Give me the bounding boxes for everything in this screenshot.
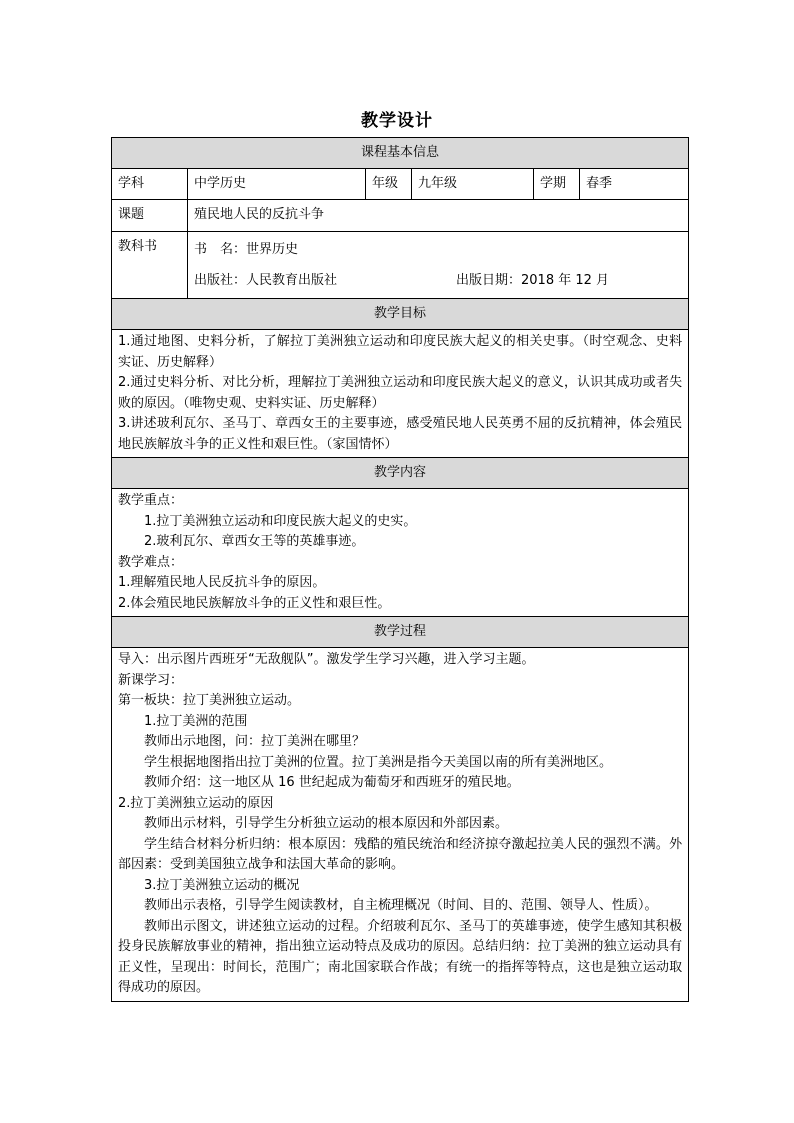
section-header-content (112, 458, 689, 489)
process-intro: 导入：出示图片西班牙“无敌舰队”。激发学生学习兴趣，进入学习主题。 (118, 652, 535, 667)
key-point-item: 1.拉丁美洲独立运动和印度民族大起义的史实。 (144, 513, 417, 529)
row-process (112, 648, 689, 1002)
row-topic (112, 200, 689, 232)
textbook-info (188, 232, 689, 299)
section-header-objectives (112, 299, 689, 330)
section-title-basic-info: 课程基本信息 (112, 138, 689, 169)
publish-date: 出版日期：2018 年 12 月 (456, 273, 610, 288)
difficulties-label: 教学难点： (118, 554, 184, 570)
topic-value: 殖民地人民的反抗斗争 (188, 200, 689, 232)
section-title-process: 教学过程 (112, 617, 689, 648)
process-paragraph: 学生结合材料分析归纳：根本原因：残酷的殖民统治和经济掠夺激起拉美人民的强烈不满。外部因素：受到美国独立战争和法国大革命的影响。 (118, 836, 683, 872)
objective-item: 3.讲述玻利瓦尔、圣马丁、章西女王的主要事迹，感受殖民地人民英勇不屈的反抗精神，体会殖民地民族解放斗争的正义性和艰巨性。（家国情怀） (118, 416, 683, 452)
process-subtitle: 2.拉丁美洲独立运动的原因 (118, 795, 274, 811)
term-label: 学期 (534, 169, 580, 200)
objective-item: 1.通过地图、史料分析，了解拉丁美洲独立运动和印度民族大起义的相关史事。（时空观念、史料实证、历史解释） (118, 334, 683, 370)
term-value: 春季 (580, 169, 689, 200)
row-objectives (112, 330, 689, 458)
grade-label: 年级 (366, 169, 412, 200)
grade-value: 九年级 (412, 169, 534, 200)
process-paragraph: 教师出示材料，引导学生分析独立运动的根本原因和外部因素。 (144, 816, 509, 831)
publisher: 出版社：人民教育出版社 (194, 273, 338, 288)
row-textbook (112, 232, 689, 299)
book-publish-line (194, 265, 682, 296)
process-body (112, 648, 689, 1002)
process-subtitle: 1.拉丁美洲的范围 (144, 713, 248, 729)
process-paragraph: 教师出示图文，讲述独立运动的过程。介绍玻利瓦尔、圣马丁的英雄事迹，使学生感知其积极投身民族解放事业的精神，指出独立运动特点及成功的原因。总结归纳：拉丁美洲的独立运动具有正义性，呈现出：时间长，范围广；南北国家联合作战；有统一的指挥等特点，这也是独立运动取得成功的原因。 (118, 918, 683, 995)
lesson-plan-table (111, 137, 689, 1002)
book-name: 书 名：世界历史 (194, 242, 299, 257)
textbook-label: 教科书 (112, 232, 188, 299)
process-new-lesson: 新课学习： (118, 672, 184, 688)
topic-label: 课题 (112, 200, 188, 232)
section-header-basic-info (112, 138, 689, 169)
process-paragraph: 学生根据地图指出拉丁美洲的位置。拉丁美洲是指今天美国以南的所有美洲地区。 (144, 754, 613, 770)
subject-value: 中学历史 (188, 169, 366, 200)
process-paragraph: 教师出示地图，问：拉丁美洲在哪里？ (144, 734, 366, 749)
objective-item: 2.通过史料分析、对比分析，理解拉丁美洲独立运动和印度民族大起义的意义，认识其成功或者失败的原因。（唯物史观、史料实证、历史解释） (118, 375, 683, 411)
row-subject (112, 169, 689, 200)
difficulty-item: 2.体会殖民地民族解放斗争的正义性和艰巨性。 (118, 595, 391, 611)
section-header-process (112, 617, 689, 648)
subject-label: 学科 (112, 169, 188, 200)
document-title: 教学设计 (361, 111, 433, 131)
content-body (112, 489, 689, 617)
key-point-item: 2.玻利瓦尔、章西女王等的英雄事迹。 (144, 534, 365, 549)
key-points-label: 教学重点： (118, 493, 184, 508)
process-paragraph: 教师出示表格，引导学生阅读教材，自主梳理概况（时间、目的、范围、领导人、性质）。 (144, 898, 658, 913)
section-title-objectives: 教学目标 (112, 299, 689, 330)
process-block-title: 第一板块：拉丁美洲独立运动。 (118, 693, 301, 708)
section-title-content: 教学内容 (112, 458, 689, 489)
process-paragraph: 教师介绍：这一地区从 16 世纪起成为葡萄牙和西班牙的殖民地。 (144, 775, 520, 790)
objectives-body (112, 330, 689, 458)
row-content (112, 489, 689, 617)
process-subtitle: 3.拉丁美洲独立运动的概况 (144, 877, 300, 893)
difficulty-item: 1.理解殖民地人民反抗斗争的原因。 (118, 575, 326, 590)
